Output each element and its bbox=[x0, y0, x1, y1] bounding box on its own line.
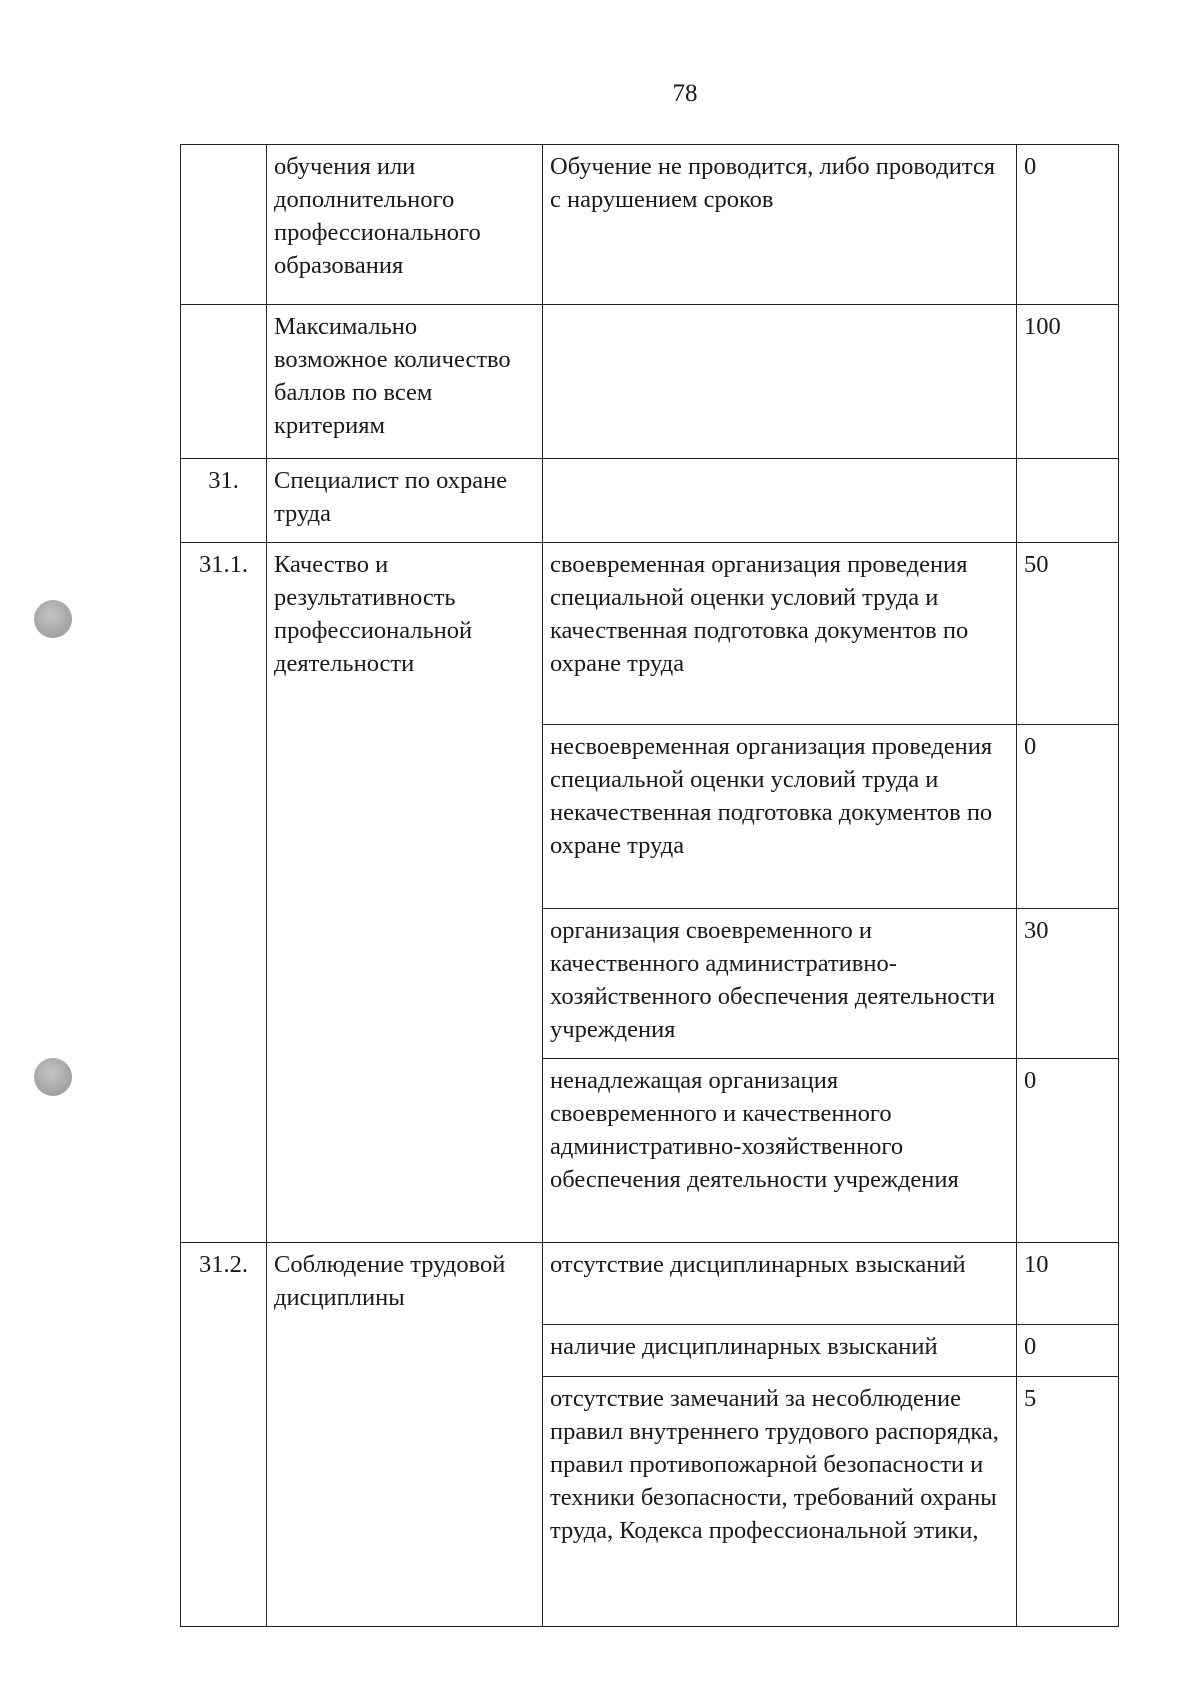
row-number: 31.1. bbox=[181, 543, 267, 1243]
criterion-description: ненадлежащая организация своевременного и качественного административно-хозяйственного обеспечения деятельности учреждения bbox=[543, 1059, 1017, 1243]
criterion-score: 0 bbox=[1017, 1325, 1119, 1377]
criteria-table bbox=[180, 144, 1119, 1627]
criterion-score: 0 bbox=[1017, 145, 1119, 305]
criterion-description: наличие дисциплинарных взысканий bbox=[543, 1325, 1017, 1377]
criterion-score: 50 bbox=[1017, 543, 1119, 725]
table-row bbox=[181, 459, 1119, 543]
criterion-name: Соблюдение трудовой дисциплины bbox=[267, 1243, 543, 1627]
criterion-description bbox=[543, 305, 1017, 459]
criterion-score: 30 bbox=[1017, 909, 1119, 1059]
criterion-description: организация своевременного и качественного административно-хозяйственного обеспечения деятельности учреждения bbox=[543, 909, 1017, 1059]
table-row bbox=[181, 305, 1119, 459]
criterion-name: Специалист по охране труда bbox=[267, 459, 543, 543]
row-number: 31. bbox=[181, 459, 267, 543]
criterion-score: 0 bbox=[1017, 725, 1119, 909]
criterion-score: 10 bbox=[1017, 1243, 1119, 1325]
punch-hole-mark bbox=[34, 600, 72, 638]
criterion-description: Обучение не проводится, либо проводится с нарушением сроков bbox=[543, 145, 1017, 305]
row-number bbox=[181, 145, 267, 305]
criterion-score: 100 bbox=[1017, 305, 1119, 459]
criterion-name: Максимально возможное количество баллов по всем критериям bbox=[267, 305, 543, 459]
page-number: 78 bbox=[672, 80, 698, 107]
row-number bbox=[181, 305, 267, 459]
row-number: 31.2. bbox=[181, 1243, 267, 1627]
criterion-score: 5 bbox=[1017, 1377, 1119, 1627]
criterion-score bbox=[1017, 459, 1119, 543]
criterion-description: своевременная организация проведения специальной оценки условий труда и качественная подготовка документов по охране труда bbox=[543, 543, 1017, 725]
criterion-description: отсутствие замечаний за несоблюдение правил внутреннего трудового распорядка, правил противопожарной безопасности и техники безопасности, требований охраны труда, Кодекса профессиональной этики, bbox=[543, 1377, 1017, 1627]
table-row bbox=[181, 1243, 1119, 1325]
criterion-name: обучения или дополнительного профессионального образования bbox=[267, 145, 543, 305]
criterion-score: 0 bbox=[1017, 1059, 1119, 1243]
table-row bbox=[181, 543, 1119, 725]
table-row bbox=[181, 145, 1119, 305]
criterion-description: несвоевременная организация проведения специальной оценки условий труда и некачественная подготовка документов по охране труда bbox=[543, 725, 1017, 909]
punch-hole-mark bbox=[34, 1058, 72, 1096]
criterion-description bbox=[543, 459, 1017, 543]
criterion-description: отсутствие дисциплинарных взысканий bbox=[543, 1243, 1017, 1325]
criterion-name: Качество и результативность профессиональной деятельности bbox=[267, 543, 543, 1243]
